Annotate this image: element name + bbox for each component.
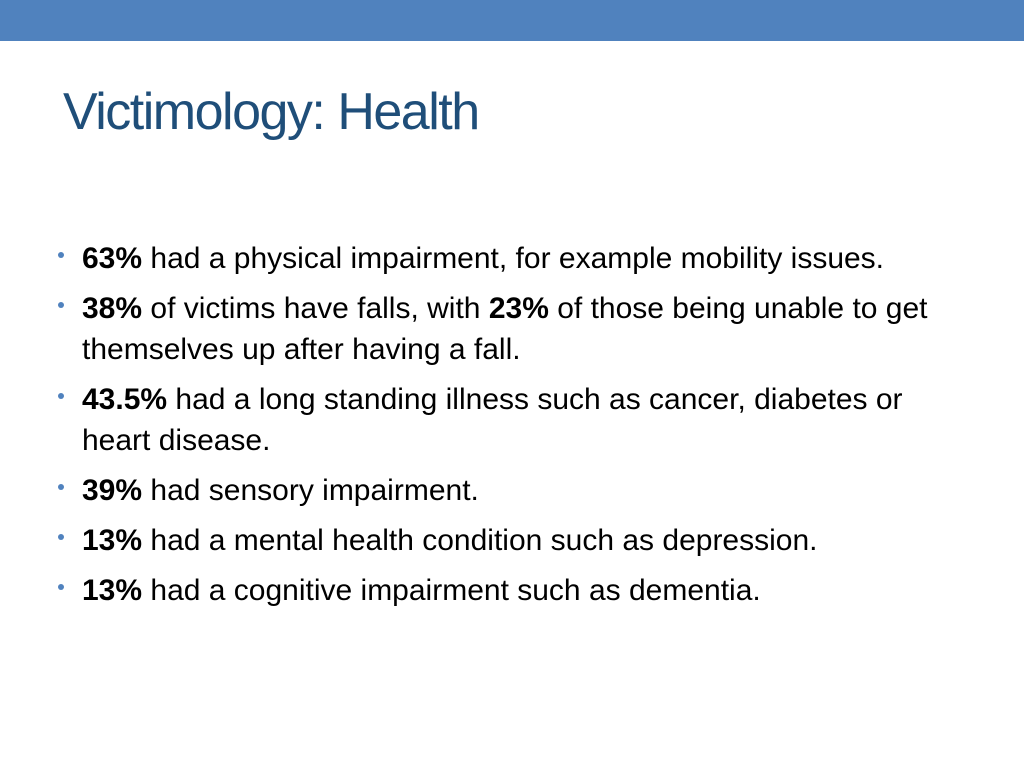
bullet-text: had a cognitive impairment such as dementia. [142, 574, 761, 607]
bullet-item [58, 238, 958, 279]
bullet-item [58, 379, 958, 461]
bullet-text: had a long standing illness such as cancer, diabetes or heart disease. [82, 383, 903, 457]
stat-value: 63% [82, 242, 143, 275]
bullet-item [58, 520, 958, 561]
slide-title: Victimology: Health [63, 83, 479, 141]
bullet-item [58, 570, 958, 611]
bullet-dot-icon [58, 302, 64, 308]
bullet-text: had a mental health condition such as depression. [142, 524, 818, 557]
bullet-text: had sensory impairment. [142, 474, 479, 507]
bullet-item [58, 470, 958, 511]
bullet-text: had a physical impairment, for example mobility issues. [142, 242, 885, 275]
stat-value: 39% [82, 474, 143, 507]
stat-value: 38% [82, 292, 143, 325]
stat-value: 23% [488, 292, 549, 325]
bullet-item [58, 288, 958, 370]
bullet-text: of victims have falls, with [142, 292, 489, 325]
stat-value: 43.5% [82, 383, 168, 416]
bullet-dot-icon [58, 393, 64, 399]
stat-value: 13% [82, 524, 143, 557]
bullet-list [58, 238, 958, 611]
bullet-dot-icon [58, 252, 64, 258]
header-accent-bar [0, 0, 1024, 41]
bullet-dot-icon [58, 484, 64, 490]
bullet-text: of those being unable to get themselves up after having a fall. [82, 292, 928, 366]
stat-value: 13% [82, 574, 143, 607]
bullet-dot-icon [58, 584, 64, 590]
bullet-dot-icon [58, 534, 64, 540]
